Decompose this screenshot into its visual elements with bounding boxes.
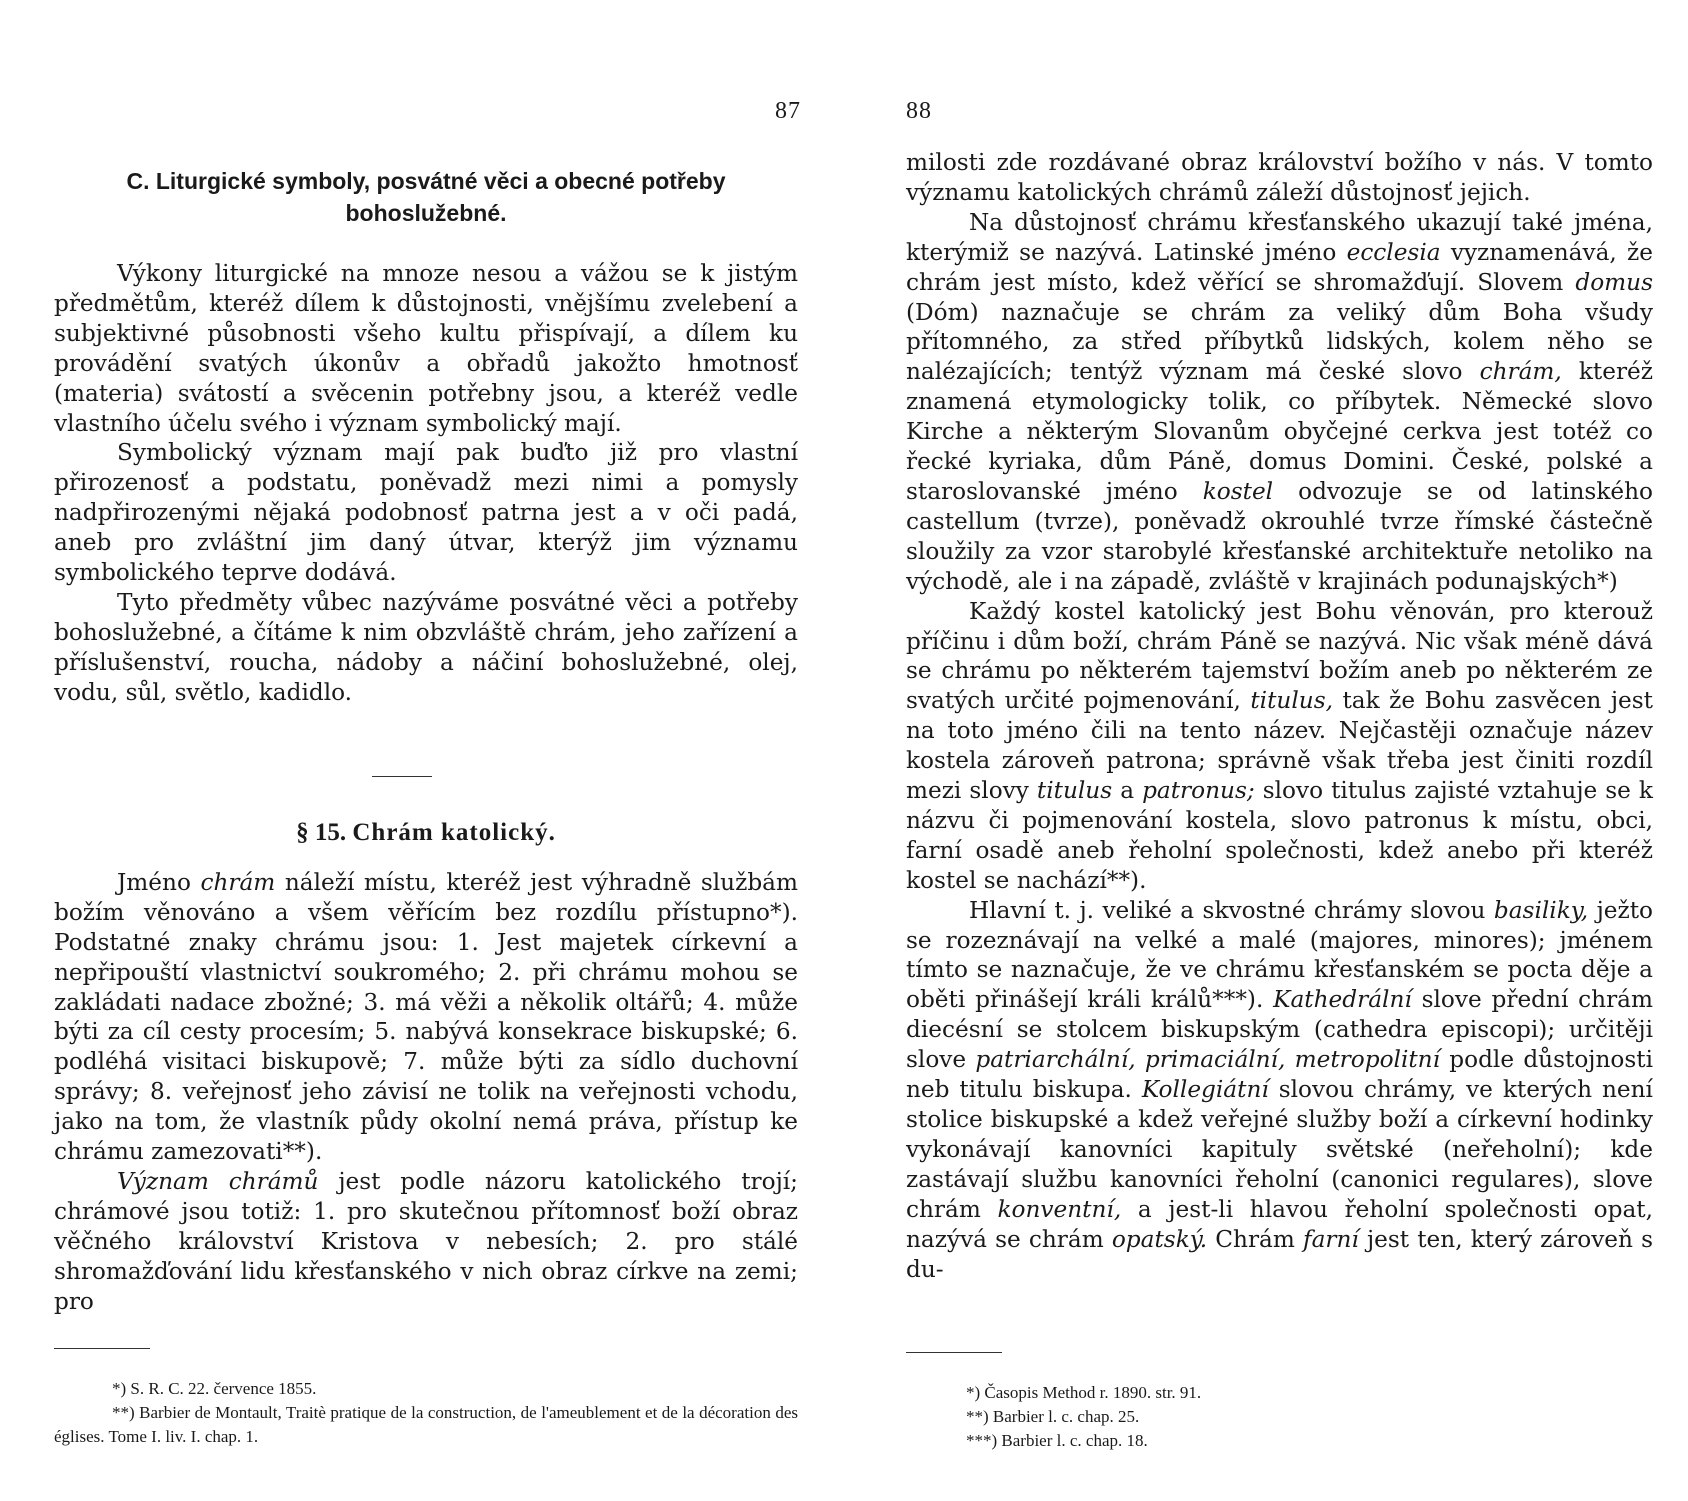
footnote: **) Barbier de Montault, Traitè pratique de la construction, de l'ameublement et de la décoration des églises. Tome I. liv. I. chap. 1. [54, 1403, 798, 1446]
paragraph: milosti zde rozdávané obraz království božího v nás. V tomto významu katolických chrámů záleží důstojnosť jejich. [906, 149, 1653, 206]
paragraph: Každý kostel katolický jest Bohu věnován, pro kterouž příčinu i dům boží, chrám Páně se nazývá. Nic však méně dává se chrámu po některém tajemství božím aneb po některém ze svatých určité pojmenování, titulus, tak že Bohu zasvěcen jest na toto jméno čili na tento název. Nejčastěji označuje název kostela zároveň patrona; správně však třeba jest činiti rozdíl mezi slovy titulus a patronus; slovo titulus zajisté vztahuje se k názvu či pojmenování kostela, slovo patronus k místu, obci, farní osadě aneb řeholní společnosti, kdež anebo při kteréž kostel se nachází**). [906, 597, 1653, 894]
section-divider [372, 776, 432, 777]
page-number: 88 [906, 98, 932, 124]
section-heading: C. Liturgické symboly, posvátné věci a obecné potřeby bohoslužebné. [126, 168, 726, 226]
footnote: ***) Barbier l. c. chap. 18. [966, 1431, 1148, 1450]
footnotes [54, 1377, 798, 1449]
footnote-rule [906, 1352, 1002, 1353]
left-text-column [54, 165, 798, 708]
paragraph: Symbolický význam mají pak buďto již pro vlastní přirozenosť a podstatu, poněvadž mezi nimi a pomysly nadpřirozenými nějaká podobnosť patrna jest a v oči padá, aneb pro zvláštní jim daný útvar, kterýž jim významu symbolického teprve dodává. [54, 439, 798, 587]
right-page [844, 0, 1688, 1501]
paragraph: Význam chrámů jest podle názoru katolického trojí; chrámové jsou totiž: 1. pro skutečnou přítomnosť boží obraz věčného království Kristova v nebesích; 2. pro stálé shromažďování lidu křesťanského v nich obraz církve na zemi; pro [54, 1167, 798, 1315]
paragraph: Jméno chrám náleží místu, kteréž jest výhradně službám božím věnováno a všem věřícím bez rozdílu přístupno*). Podstatné znaky chrámu jsou: 1. Jest majetek církevní a nepřipouští vlastnictví soukromého; 2. při chrámu mohou se zakládati nadace zbožné; 3. má věži a několik oltářů; 4. může býti za cíl cesty procesím; 5. nabývá konsekrace biskupské; 6. podléhá visitaci biskupově; 7. může býti za sídlo duchovní správy; 8. veřejnosť jeho závisí ne tolik na veřejnosti vchodu, jako na tom, že vlastník půdy okolní nemá práva, přístup ke chrámu zamezovati**). [54, 868, 798, 1166]
footnotes [906, 1381, 1653, 1453]
right-text-column [906, 148, 1653, 1284]
chapter-heading [54, 818, 798, 848]
paragraph: Na důstojnosť chrámu křesťanského ukazují také jména, kterýmiž se nazývá. Latinské jméno ecclesia vyznamenává, že chrám jest místo, kdež věřící se shromažďují. Slovem domus (Dóm) naznačuje se chrám za veliký dům Boha všudy přítomného, za střed příbytků lidských, kolem něho se nalézajících; tentýž význam má české slovo chrám, kteréž znamená etymologicky tolik, co příbytek. Německé slovo Kirche a některým Slovanům obyčejné cerkva jest totéž co řecké kyriaka, dům Páně, domus Domini. České, polské a staroslovanské jméno kostel odvozuje se od latinského castellum (tvrze), poněvadž okrouhlé tvrze římské částečně sloužily za vzor starobylé křesťanské architektuře netoliko na východě, ale i na západě, zvláště v krajinách podunajských*) [906, 208, 1653, 595]
footnote-rule [54, 1348, 150, 1349]
chapter-title: Chrám katolický. [352, 819, 556, 846]
footnote: *) Časopis Method r. 1890. str. 91. [966, 1383, 1202, 1402]
paragraph: Hlavní t. j. veliké a skvostné chrámy slovou basiliky, ježto se rozeznávají na velké a malé (majores, minores); jménem tímto se naznačuje, že ve chrámu křesťanském se pocta děje a oběti přinášejí králi králů***). Kathedrální slove přední chrám diecésní se stolcem biskupským (cathedra episcopi); určitěji slove patriarchální, primaciální, metropolitní podle důstojnosti neb titulu biskupa. Kollegiátní slovou chrámy, ve kterých není stolice biskupské a kdež veřejné služby boží a církevní hodinky vykonávají kanovníci kapituly světské (neřeholní); kde zastávají službu kanovníci řeholní (canonici regulares), slove chrám konventní, a jest-li hlavou řeholní společnosti opat, nazývá se chrám opatský. Chrám farní jest ten, který zároveň s du- [906, 896, 1654, 1283]
page-number: 87 [775, 98, 801, 124]
chapter-number: § 15. [296, 819, 347, 846]
footnote: **) Barbier l. c. chap. 25. [966, 1407, 1140, 1426]
left-section-column [54, 818, 798, 1317]
footnote: *) S. R. C. 22. července 1855. [112, 1379, 317, 1398]
paragraph: Výkony liturgické na mnoze nesou a vážou se k jistým předmětům, kteréž dílem k důstojnosti, vnějšímu zvelebení a subjektivné působnosti všeho kultu přispívají, a dílem ku provádění svatých úkonův a obřadů jakožto hmotnosť (materia) svátostí a svěcenin potřebny jsou, a kteréž vedle vlastního účelu svého i význam symbolický mají. [54, 260, 798, 437]
paragraph: Tyto předměty vůbec nazýváme posvátné věci a potřeby bohoslužebné, a čítáme k nim obzvláště chrám, jeho zařízení a příslušenství, roucha, nádoby a náčiní bohoslužebné, olej, vodu, sůl, světlo, kadidlo. [54, 588, 798, 706]
